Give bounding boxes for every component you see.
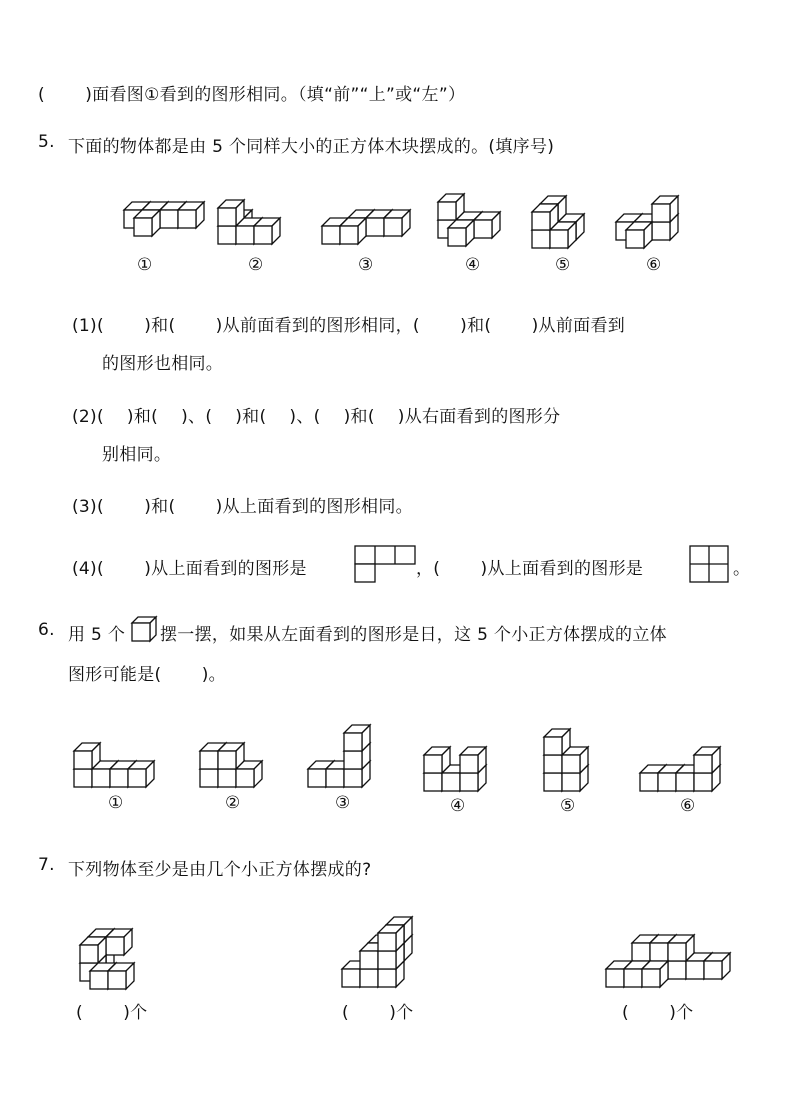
q7-fig1-cube-5 (80, 937, 106, 963)
q5-fig1-cube-5 (134, 210, 160, 236)
q7-fig1-cube-7 (108, 963, 134, 989)
q5-part4-c: 。 (733, 559, 751, 579)
q6-fig5-cube-5 (544, 729, 570, 755)
q6-line2: 图形可能是( )。 (68, 665, 226, 685)
q5-figures (0, 180, 790, 300)
q6-fig-label-3: ③ (335, 793, 351, 813)
q6-fig-label-1: ① (108, 793, 124, 813)
q6-fig-label-6: ⑥ (680, 796, 696, 816)
q5-part2-line2: 别相同。 (102, 445, 172, 465)
q5-fig-label-5: ⑤ (555, 255, 571, 275)
q6-line1-a: 用 5 个 (68, 625, 126, 645)
q7-answer-2: ( )个 (342, 1003, 414, 1023)
intro-question-line: ( )面看图①看到的图形相同。（填“前”“上”或“左”） (38, 85, 466, 105)
q6-fig2-cube-5 (218, 743, 244, 769)
q6-fig4-cube-4 (424, 747, 450, 773)
q5-fig5-cube-5 (532, 204, 558, 230)
q5-title: 下面的物体都是由 5 个同样大小的正方体木块摆成的。(填序号) (68, 137, 555, 157)
q5-fig-label-4: ④ (465, 255, 481, 275)
q7-fig3-cube-7 (668, 935, 694, 961)
q6-number: 6. (38, 620, 55, 640)
top-view-shape-l (353, 544, 417, 584)
q5-fig-label-1: ① (137, 255, 153, 275)
q7-fig3-cube-10 (642, 961, 668, 987)
q5-part4-b: ，( )从上面看到的图形是 (416, 559, 644, 579)
q5-fig4-cube-4 (438, 194, 464, 220)
q5-part1-line2: 的图形也相同。 (102, 354, 224, 374)
q5-part2-line1: (2)( )和( )、( )和( )、( )和( )从右面看到的图形分 (72, 407, 561, 427)
q5-fig-label-3: ③ (358, 255, 374, 275)
q5-fig4-cube-5 (448, 220, 474, 246)
q6-fig1-cube-5 (74, 743, 100, 769)
q6-fig1-cube-4 (128, 761, 154, 787)
q5-part1-line1: (1)( )和( )从前面看到的图形相同，( )和( )从前面看到 (72, 316, 626, 336)
q5-part4-a: (4)( )从上面看到的图形是 (72, 559, 307, 579)
q5-fig2-cube-4 (254, 218, 280, 244)
q6-fig-label-5: ⑤ (560, 796, 576, 816)
q5-fig6-cube-5 (626, 222, 652, 248)
q7-answer-3: ( )个 (622, 1003, 694, 1023)
q5-fig-label-6: ⑥ (646, 255, 662, 275)
q7-answer-1: ( )个 (76, 1003, 148, 1023)
top-view-shape-square (688, 544, 732, 584)
q5-part3: (3)( )和( )从上面看到的图形相同。 (72, 497, 413, 517)
q7-number: 7. (38, 855, 55, 875)
q5-fig1-cube-4 (178, 202, 204, 228)
q5-number: 5. (38, 132, 55, 152)
q7-fig3-cube-4 (704, 953, 730, 979)
q5-fig-label-2: ② (248, 255, 264, 275)
q5-fig4-cube-3 (474, 212, 500, 238)
q5-fig3-cube-3 (384, 210, 410, 236)
q6-line1-b: 摆一摆，如果从左面看到的图形是日，这 5 个小正方体摆成的立体 (160, 625, 667, 645)
q7-fig1-cube-3 (106, 929, 132, 955)
q6-fig6-cube-5 (694, 747, 720, 773)
q6-fig-label-4: ④ (450, 796, 466, 816)
q6-fig3-cube-5 (344, 725, 370, 751)
q7-fig2-cube-9 (378, 925, 404, 951)
small-cube-icon (130, 615, 158, 643)
q7-figures (0, 895, 790, 1005)
q7-title: 下列物体至少是由几个小正方体摆成的? (68, 860, 372, 880)
q5-fig3-cube-5 (340, 218, 366, 244)
q6-fig-label-2: ② (225, 793, 241, 813)
q6-fig4-cube-5 (460, 747, 486, 773)
q5-fig2-cube-5 (218, 200, 244, 226)
q5-fig6-cube-4 (652, 196, 678, 222)
